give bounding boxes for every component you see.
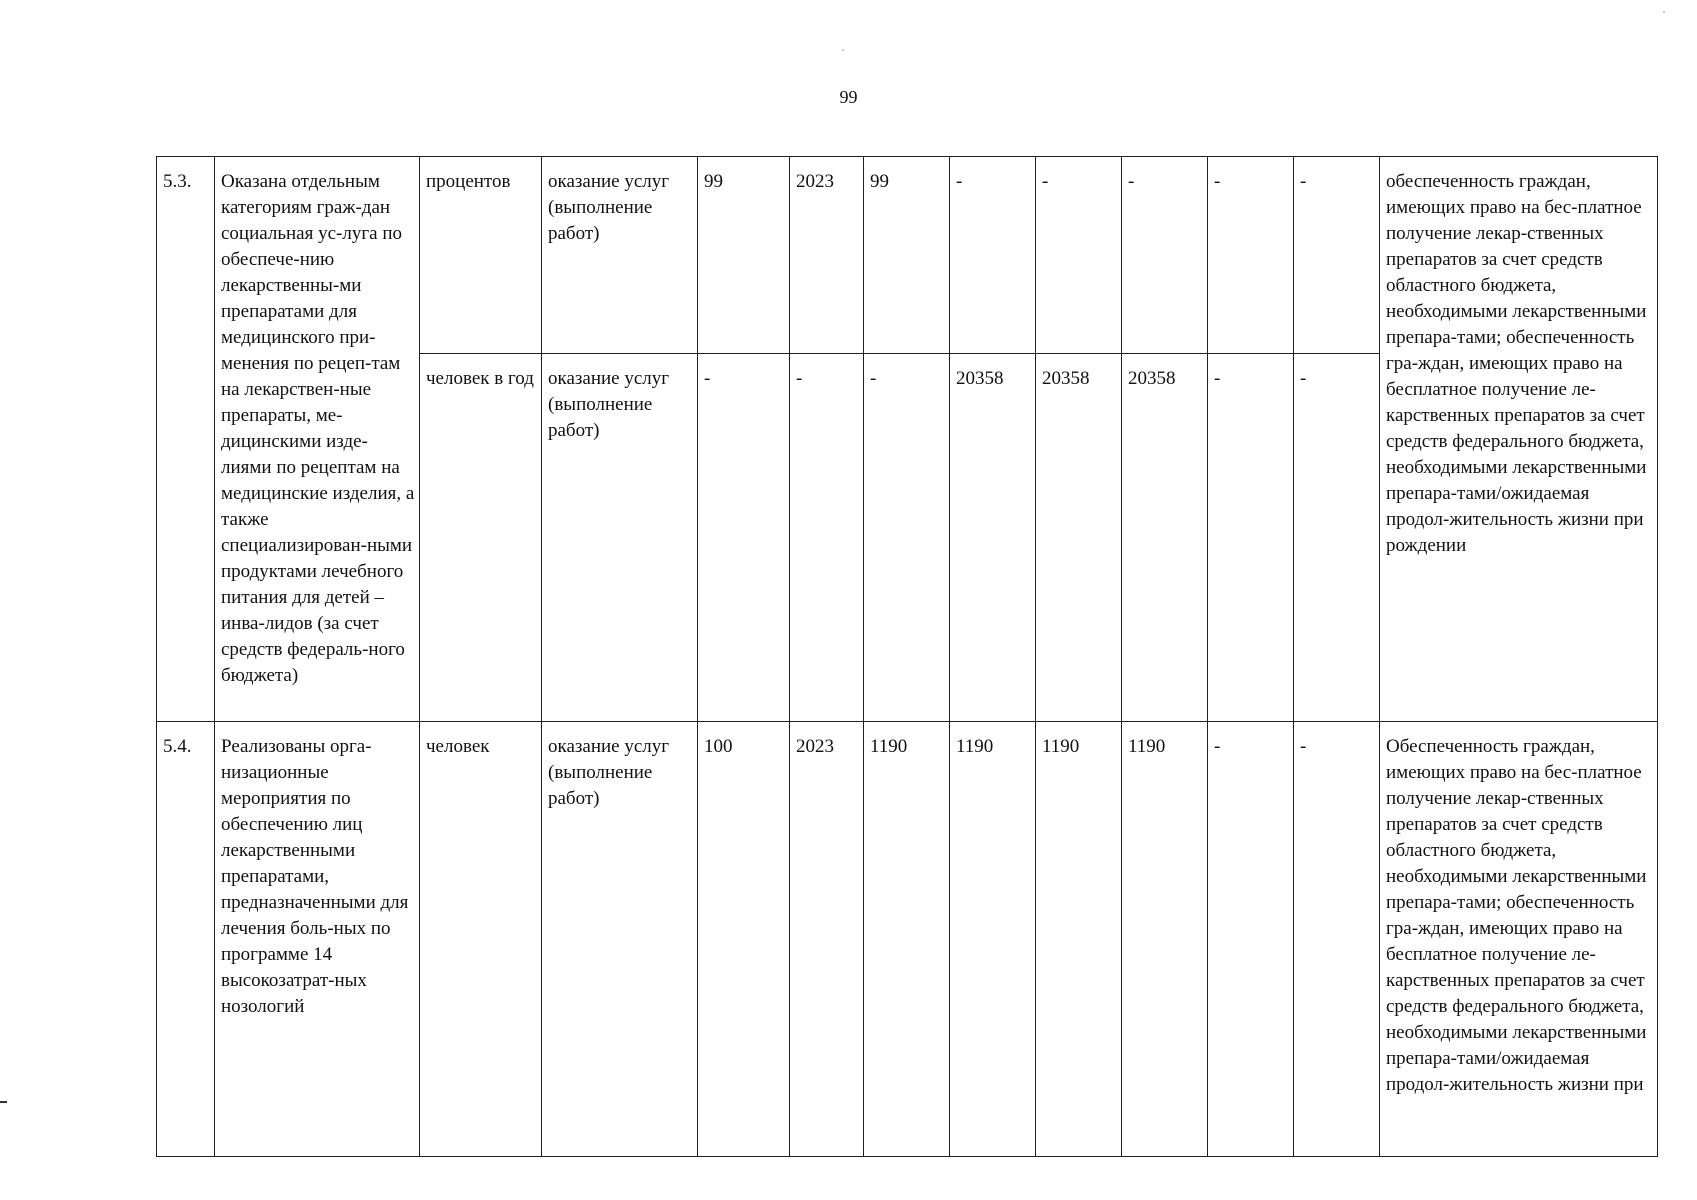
value-cell: - <box>864 354 950 722</box>
value-cell: 20358 <box>1036 354 1122 722</box>
value-cell: 20358 <box>950 354 1036 722</box>
row-number: 5.4. <box>157 722 215 1157</box>
value-cell: - <box>1294 157 1380 354</box>
row-description: Реализованы орга-низационные мероприятия по обеспечению лиц лекарственными препаратами, предназначенными для лечения боль-ных по программе 14 высокозатрат-ных нозологий <box>215 722 420 1157</box>
value-cell: 1190 <box>1036 722 1122 1157</box>
value-cell: 1190 <box>864 722 950 1157</box>
value-cell: - <box>790 354 864 722</box>
value-cell: - <box>1294 354 1380 722</box>
value-cell: 2023 <box>790 157 864 354</box>
value-cell: - <box>1294 722 1380 1157</box>
value-cell: - <box>1208 157 1294 354</box>
value-cell: 2023 <box>790 722 864 1157</box>
value-cell: 1190 <box>1122 722 1208 1157</box>
scan-dot <box>842 49 844 51</box>
row-note: обеспеченность граждан, имеющих право на бес-платное получение лекар-ственных препаратов за счет средств областного бюджета, необходимыми лекарственными препара-тами; обеспеченность гра-ждан, имеющих право на бесплатное получение ле-карственных препаратов за счет средств федерального бюджета, необходимыми лекарственными препара-тами/ожидаемая продол-жительность жизни при рождении <box>1380 157 1658 722</box>
row-number: 5.3. <box>157 157 215 722</box>
value-cell: 20358 <box>1122 354 1208 722</box>
row-description: Оказана отдельным категориям граж-дан социальная ус-луга по обеспече-нию лекарственны-ми препаратами для медицинского при-менения по рецеп-там на лекарствен-ные препараты, ме-дицинскими изде-лиями по рецептам на медицинские изделия, а также специализирован-ными продуктами лечебного питания для детей – инва-лидов (за счет средств федераль-ного бюджета) <box>215 157 420 722</box>
value-cell: - <box>1208 354 1294 722</box>
value-cell: 1190 <box>950 722 1036 1157</box>
page-number: 99 <box>839 87 858 107</box>
scan-edge-mark <box>0 1101 7 1103</box>
unit-cell: человек <box>420 722 542 1157</box>
value-cell: 99 <box>698 157 790 354</box>
type-cell: оказание услуг (выполнение работ) <box>542 722 698 1157</box>
value-cell: - <box>1208 722 1294 1157</box>
indicators-table <box>156 156 1658 1157</box>
type-cell: оказание услуг (выполнение работ) <box>542 354 698 722</box>
unit-cell: человек в год <box>420 354 542 722</box>
value-cell: - <box>950 157 1036 354</box>
value-cell: - <box>1036 157 1122 354</box>
row-note: Обеспеченность граждан, имеющих право на бес-платное получение лекар-ственных препаратов за счет средств областного бюджета, необходимыми лекарственными препара-тами; обеспеченность гра-ждан, имеющих право на бесплатное получение ле-карственных препаратов за счет средств федерального бюджета, необходимыми лекарственными препара-тами/ожидаемая продол-жительность жизни при <box>1380 722 1658 1157</box>
unit-cell: процентов <box>420 157 542 354</box>
table-row-5-3-a <box>157 157 1658 354</box>
value-cell: - <box>1122 157 1208 354</box>
scan-dot <box>1663 11 1665 13</box>
value-cell: 100 <box>698 722 790 1157</box>
value-cell: - <box>698 354 790 722</box>
type-cell: оказание услуг (выполнение работ) <box>542 157 698 354</box>
value-cell: 99 <box>864 157 950 354</box>
table-row-5-4 <box>157 722 1658 1157</box>
